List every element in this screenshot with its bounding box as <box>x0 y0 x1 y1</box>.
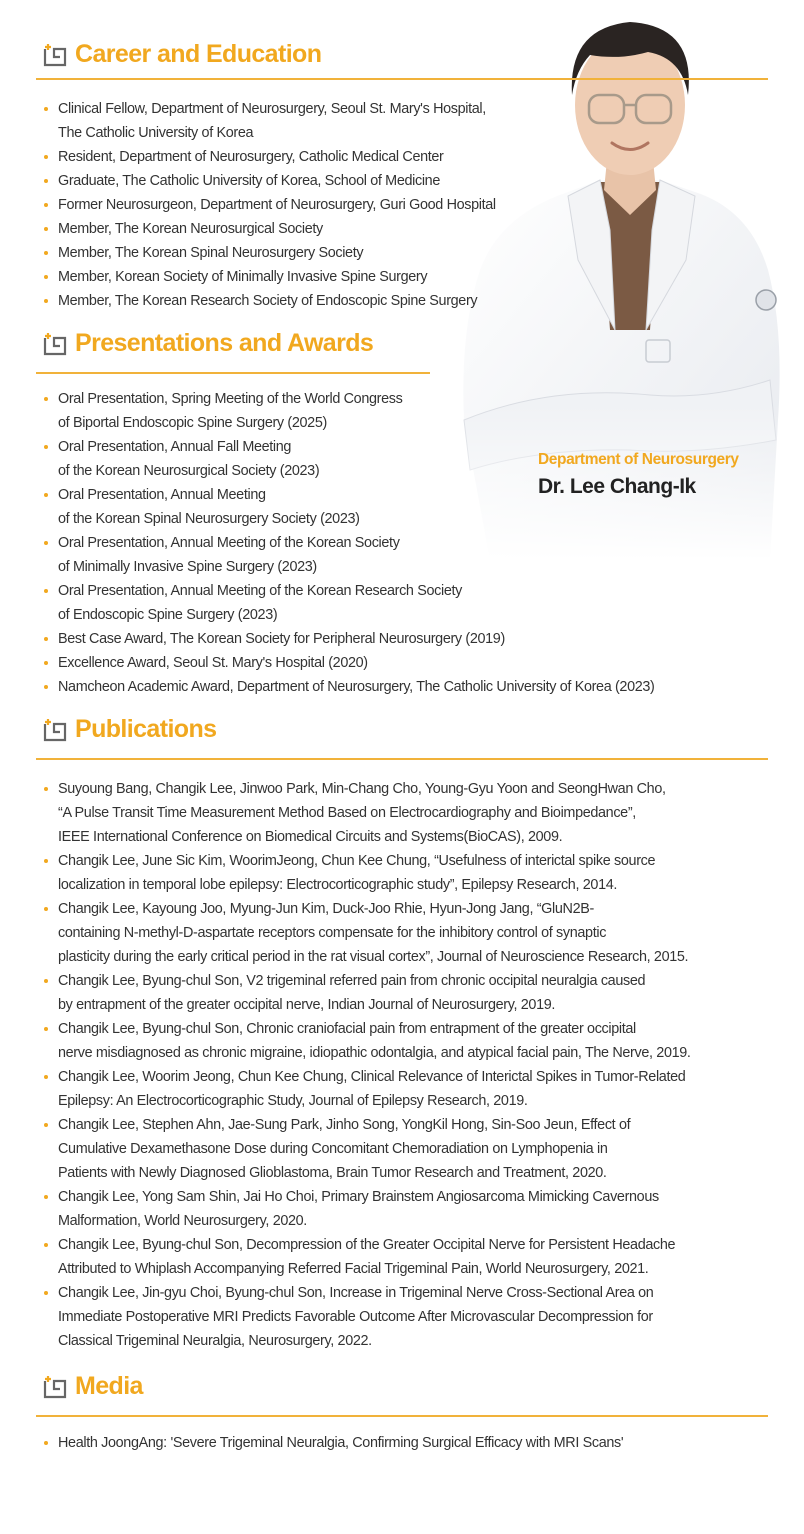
career-list-item: Resident, Department of Neurosurgery, Catholic Medical Center <box>42 145 496 169</box>
career-list-item: Member, The Korean Spinal Neurosurgery Society <box>42 241 496 265</box>
presentations-list-item: Excellence Award, Seoul St. Mary's Hospital (2020) <box>42 651 655 675</box>
presentations-list-item: Oral Presentation, Annual Meeting of the Korean Society of Minimally Invasive Spine Surgery (2023) <box>42 531 655 579</box>
publications-list-item: Changik Lee, Byung-chul Son, Decompression of the Greater Occipital Nerve for Persistent Headache Attributed to Whiplash Accompanying Referred Facial Trigeminal Pain, World Neurosurgery, 2021. <box>42 1233 691 1281</box>
career-section-title: Career and Education <box>75 40 322 68</box>
publications-list-item: Changik Lee, Stephen Ahn, Jae-Sung Park, Jinho Song, YongKil Hong, Sin-Soo Jeun, Effect of Cumulative Dexamethasone Dose during Concomitant Chemoradiation on Lymphopenia in Patients with Newly Diagnosed Glioblastoma, Brain Tumor Research and Treatment, 2020. <box>42 1113 691 1185</box>
career-list-item: Member, The Korean Neurosurgical Society <box>42 217 496 241</box>
media-section-title: Media <box>75 1372 143 1400</box>
publications-list-item: Changik Lee, Byung-chul Son, V2 trigeminal referred pain from chronic occipital neuralgia caused by entrapment of the greater occipital nerve, Indian Journal of Neurosurgery, 2019. <box>42 969 691 1017</box>
publications-section-title: Publications <box>75 715 217 743</box>
presentations-list-item: Oral Presentation, Annual Fall Meeting of the Korean Neurosurgical Society (2023) <box>42 435 655 483</box>
hospital-logo-icon <box>42 1375 68 1399</box>
media-list-item: Health JoongAng: 'Severe Trigeminal Neuralgia, Confirming Surgical Efficacy with MRI Scans' <box>42 1431 623 1455</box>
publications-list-item: Suyoung Bang, Changik Lee, Jinwoo Park, Min-Chang Cho, Young-Gyu Yoon and SeongHwan Cho, “A Pulse Transit Time Measurement Method Based on Electrocardiography and Bioimpedance”, IEEE International Conference on Biomedical Circuits and Systems(BioCAS), 2009. <box>42 777 691 849</box>
career-list-item: Graduate, The Catholic University of Korea, School of Medicine <box>42 169 496 193</box>
career-list-item: Member, Korean Society of Minimally Invasive Spine Surgery <box>42 265 496 289</box>
hospital-logo-icon <box>42 43 68 67</box>
publications-section-header <box>42 715 216 744</box>
doctor-department: Department of Neurosurgery <box>538 451 739 468</box>
hospital-logo-icon <box>42 718 68 742</box>
presentations-list-item: Oral Presentation, Annual Meeting of the Korean Spinal Neurosurgery Society (2023) <box>42 483 655 531</box>
career-divider <box>36 78 768 80</box>
presentations-list-item: Oral Presentation, Spring Meeting of the World Congress of Biportal Endoscopic Spine Surgery (2025) <box>42 387 655 435</box>
career-list <box>42 97 496 313</box>
publications-divider <box>36 758 768 760</box>
hospital-logo-icon <box>42 332 68 356</box>
publications-list-item: Changik Lee, Byung-chul Son, Chronic craniofacial pain from entrapment of the greater occipital nerve misdiagnosed as chronic migraine, idiopathic odontalgia, and atypical facial pain, The Nerve, 2019. <box>42 1017 691 1065</box>
presentations-divider <box>36 372 430 374</box>
presentations-section-title: Presentations and Awards <box>75 329 374 357</box>
presentations-list-item: Oral Presentation, Annual Meeting of the Korean Research Society of Endoscopic Spine Surgery (2023) <box>42 579 655 627</box>
publications-list-item: Changik Lee, Jin-gyu Choi, Byung-chul Son, Increase in Trigeminal Nerve Cross-Sectional Area on Immediate Postoperative MRI Predicts Favorable Outcome After Microvascular Decompression for Classical Trigeminal Neuralgia, Neurosurgery, 2022. <box>42 1281 691 1353</box>
career-section-header <box>42 40 321 69</box>
presentations-list-item: Namcheon Academic Award, Department of Neurosurgery, The Catholic University of Korea (2023) <box>42 675 655 699</box>
publications-list-item: Changik Lee, Yong Sam Shin, Jai Ho Choi, Primary Brainstem Angiosarcoma Mimicking Cavernous Malformation, World Neurosurgery, 2020. <box>42 1185 691 1233</box>
publications-list-item: Changik Lee, Kayoung Joo, Myung‐Jun Kim, Duck‐Joo Rhie, Hyun‐Jong Jang, “GluN2B‐ containing N‐methyl‐D‐aspartate receptors compensate for the inhibitory control of synaptic plasticity during the early critical period in the rat visual cortex”, Journal of Neuroscience Research, 2015. <box>42 897 691 969</box>
career-list-item: Member, The Korean Research Society of Endoscopic Spine Surgery <box>42 289 496 313</box>
career-list-item: Clinical Fellow, Department of Neurosurgery, Seoul St. Mary's Hospital, The Catholic University of Korea <box>42 97 496 145</box>
presentations-section-header <box>42 329 373 358</box>
publications-list-item: Changik Lee, June Sic Kim, WoorimJeong, Chun Kee Chung, “Usefulness of interictal spike source localization in temporal lobe epilepsy: Electrocorticographic study”, Epilepsy Research, 2014. <box>42 849 691 897</box>
media-section-header <box>42 1372 143 1401</box>
presentations-list <box>42 387 655 699</box>
publications-list <box>42 777 691 1353</box>
publications-list-item: Changik Lee, Woorim Jeong, Chun Kee Chung, Clinical Relevance of Interictal Spikes in Tumor-Related Epilepsy: An Electrocorticographic Study, Journal of Epilepsy Research, 2019. <box>42 1065 691 1113</box>
doctor-name: Dr. Lee Chang-Ik <box>538 475 696 498</box>
media-divider <box>36 1415 768 1417</box>
media-list <box>42 1431 623 1455</box>
presentations-list-item: Best Case Award, The Korean Society for Peripheral Neurosurgery (2019) <box>42 627 655 651</box>
career-list-item: Former Neurosurgeon, Department of Neurosurgery, Guri Good Hospital <box>42 193 496 217</box>
